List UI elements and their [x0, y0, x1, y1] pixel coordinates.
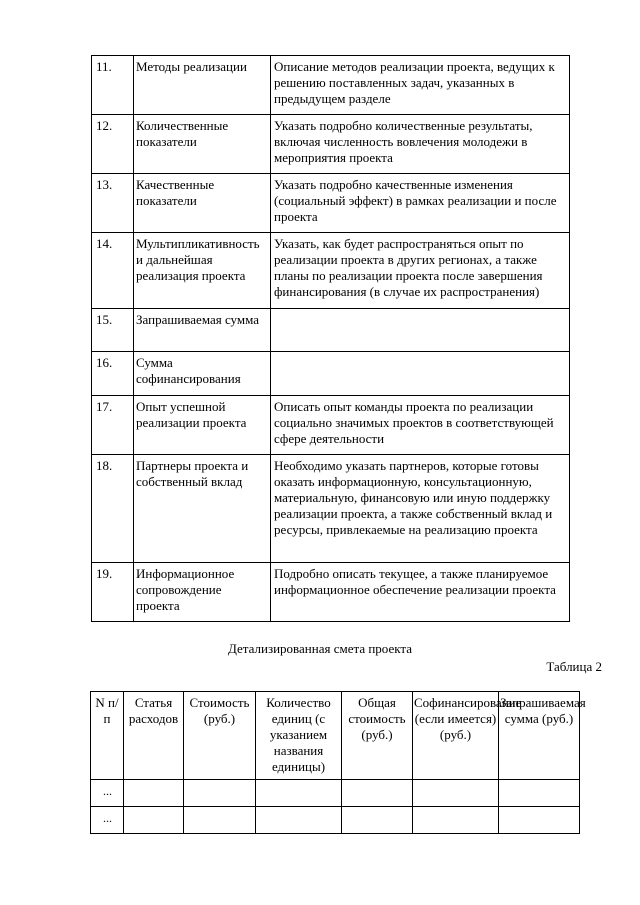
- empty-cell: [256, 807, 342, 834]
- row-description: Подробно описать текущее, а также планируемое информационное обеспечение реализации проекта: [271, 563, 570, 622]
- row-name: Партнеры проекта и собственный вклад: [134, 455, 271, 563]
- table-row: [92, 233, 570, 309]
- estimate-title: Детализированная смета проекта: [228, 641, 412, 656]
- table-row: [92, 115, 570, 174]
- table-row: [92, 396, 570, 455]
- table-row: [91, 807, 580, 834]
- table-row: [92, 563, 570, 622]
- empty-cell: [124, 807, 184, 834]
- row-number: 18.: [92, 455, 134, 563]
- empty-cell: [499, 780, 580, 807]
- row-name: Количественные показатели: [134, 115, 271, 174]
- row-number: 15.: [92, 309, 134, 352]
- empty-cell: [184, 807, 256, 834]
- row-name: Информационное сопровождение проекта: [134, 563, 271, 622]
- empty-cell: [342, 807, 413, 834]
- row-description: Необходимо указать партнеров, которые готовы оказать информационную, консультационную, материальную, финансовую или иную поддержку реализации проекта, а также собственный вклад и ресурсы, привлекаемые на реализацию проекта: [271, 455, 570, 563]
- row-number: 16.: [92, 352, 134, 396]
- row-description: [271, 352, 570, 396]
- header-number: N п/п: [91, 692, 124, 780]
- table-row: [91, 780, 580, 807]
- row-name: Опыт успешной реализации проекта: [134, 396, 271, 455]
- table-number-label: Таблица 2: [546, 659, 602, 674]
- empty-cell: [124, 780, 184, 807]
- row-description: Указать подробно количественные результаты, включая численность вовлечения молодежи в мероприятия проекта: [271, 115, 570, 174]
- row-number: 11.: [92, 56, 134, 115]
- row-number: 17.: [92, 396, 134, 455]
- header-expense-item: Статья расходов: [124, 692, 184, 780]
- row-name: Запрашиваемая сумма: [134, 309, 271, 352]
- project-application-table: [91, 55, 570, 622]
- row-description: Указать, как будет распространяться опыт по реализации проекта в других регионах, а также планы по реализации проекта после завершения финансирования (в случае их распространения): [271, 233, 570, 309]
- row-number: 12.: [92, 115, 134, 174]
- header-requested-amount: Запрашиваемая сумма (руб.): [499, 692, 580, 780]
- row-number: 13.: [92, 174, 134, 233]
- header-total-cost: Общая стоимость (руб.): [342, 692, 413, 780]
- header-cofinancing: Софинансирование (если имеется) (руб.): [413, 692, 499, 780]
- estimate-table: [90, 691, 586, 834]
- row-description: Описание методов реализации проекта, ведущих к решению поставленных задач, указанных в предыдущем разделе: [271, 56, 570, 115]
- row-description: Описать опыт команды проекта по реализации социально значимых проектов в соответствующей сфере деятельности: [271, 396, 570, 455]
- table-row: [92, 455, 570, 563]
- header-quantity: Количество единиц (с указанием названия единицы): [256, 692, 342, 780]
- row-name: Сумма софинансирования: [134, 352, 271, 396]
- table-row: [92, 56, 570, 115]
- row-description: [271, 309, 570, 352]
- row-name: Мультипликативность и дальнейшая реализация проекта: [134, 233, 271, 309]
- empty-cell: [413, 780, 499, 807]
- header-cost: Стоимость (руб.): [184, 692, 256, 780]
- ellipsis-cell: ...: [91, 807, 124, 834]
- row-name: Методы реализации: [134, 56, 271, 115]
- table-row: [92, 352, 570, 396]
- row-number: 14.: [92, 233, 134, 309]
- empty-cell: [413, 807, 499, 834]
- row-description: Указать подробно качественные изменения (социальный эффект) в рамках реализации и после проекта: [271, 174, 570, 233]
- ellipsis-cell: ...: [91, 780, 124, 807]
- table-row: [92, 174, 570, 233]
- row-name: Качественные показатели: [134, 174, 271, 233]
- empty-cell: [499, 807, 580, 834]
- estimate-header-row: [91, 692, 580, 780]
- empty-cell: [256, 780, 342, 807]
- empty-cell: [184, 780, 256, 807]
- row-number: 19.: [92, 563, 134, 622]
- empty-cell: [342, 780, 413, 807]
- table-row: [92, 309, 570, 352]
